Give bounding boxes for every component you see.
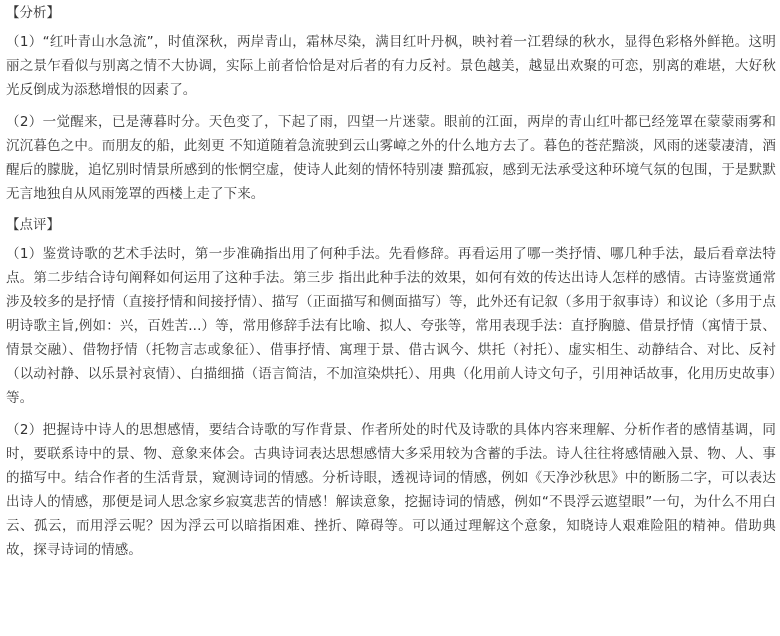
- comment-paragraph-2: （2）把握诗中诗人的思想感情，要结合诗歌的写作背景、作者所处的时代及诗歌的具体内容来理解、分析作者的感情基调，同时，要联系诗中的景、物、意象来体会。古典诗词表达思想感情大多采用较为含蓄的手法。诗人往往将感情融入景、物、人、事的描写中。结合作者的生活背景，窥测诗词的情感。分析诗眼，透视诗词的情感，例如《天净沙秋思》中的断肠二字，可以表达出诗人的情感，那便是词人思念家乡寂寞悲苦的情感！解读意象，挖掘诗词的情感，例如“不畏浮云遮望眼”一句，为什么不用白云、孤云，而用浮云呢？因为浮云可以暗指困难、挫折、障碍等。可以通过理解这个意象，知晓诗人艰难险阻的精神。借助典故，探寻诗词的情感。: [6, 422, 776, 558]
- comment-section: [6, 214, 776, 562]
- analysis-paragraph-2: （2）一觉醒来，已是薄暮时分。天色变了，下起了雨，四望一片迷蒙。眼前的江面，两岸的青山红叶都已经笼罩在蒙蒙雨雾和沉沉暮色之中。而朋友的船，此刻更 不知道随着急流驶到云山雾嶂之外的什么地方去了。暮色的苍茫黯淡，风雨的迷蒙凄清，酒醒后的朦胧，追忆别时情景所感到的怅惘空虚，使诗人此刻的情怀特别凄 黯孤寂，感到无法承受这种环境气氛的包围，于是默默无言地独自从风雨笼罩的西楼上走了下来。: [6, 114, 776, 202]
- analysis-heading: 【分析】: [6, 5, 60, 21]
- comment-heading: 【点评】: [6, 217, 60, 233]
- analysis-section: [6, 2, 776, 206]
- analysis-paragraph-1: （1）“红叶青山水急流”，时值深秋，两岸青山，霜林尽染，满目红叶丹枫，映衬着一江碧绿的秋水，显得色彩格外鲜艳。这明丽之景乍看似与别离之情不大协调，实际上前者恰恰是对后者的有力反衬。景色越美，越显出欢聚的可恋，别离的难堪，大好秋光反倒成为添愁增恨的因素了。: [6, 34, 776, 98]
- comment-paragraph-1: （1）鉴赏诗歌的艺术手法时，第一步准确指出用了何种手法。先看修辞。再看运用了哪一类抒情、哪几种手法，最后看章法特点。第二步结合诗句阐释如何运用了这种手法。第三步 指出此种手法的效果，如何有效的传达出诗人怎样的感情。古诗鉴赏通常涉及较多的是抒情（直接抒情和间接抒情）、描写（正面描写和侧面描写）等，此外还有记叙（多用于叙事诗）和议论（多用于点明诗歌主旨,例如：兴，百姓苦...）等，常用修辞手法有比喻、拟人、夸张等，常用表现手法：直抒胸臆、借景抒情（寓情于景、情景交融）、借物抒情（托物言志或象征）、借事抒情、寓理于景、借古讽今、烘托（衬托）、虚实相生、动静结合、对比、反衬（以动衬静、以乐景衬哀情）、白描细描（语言简洁，不加渲染烘托）、用典（化用前人诗文句子，引用神话故事，化用历史故事）等。: [6, 246, 776, 406]
